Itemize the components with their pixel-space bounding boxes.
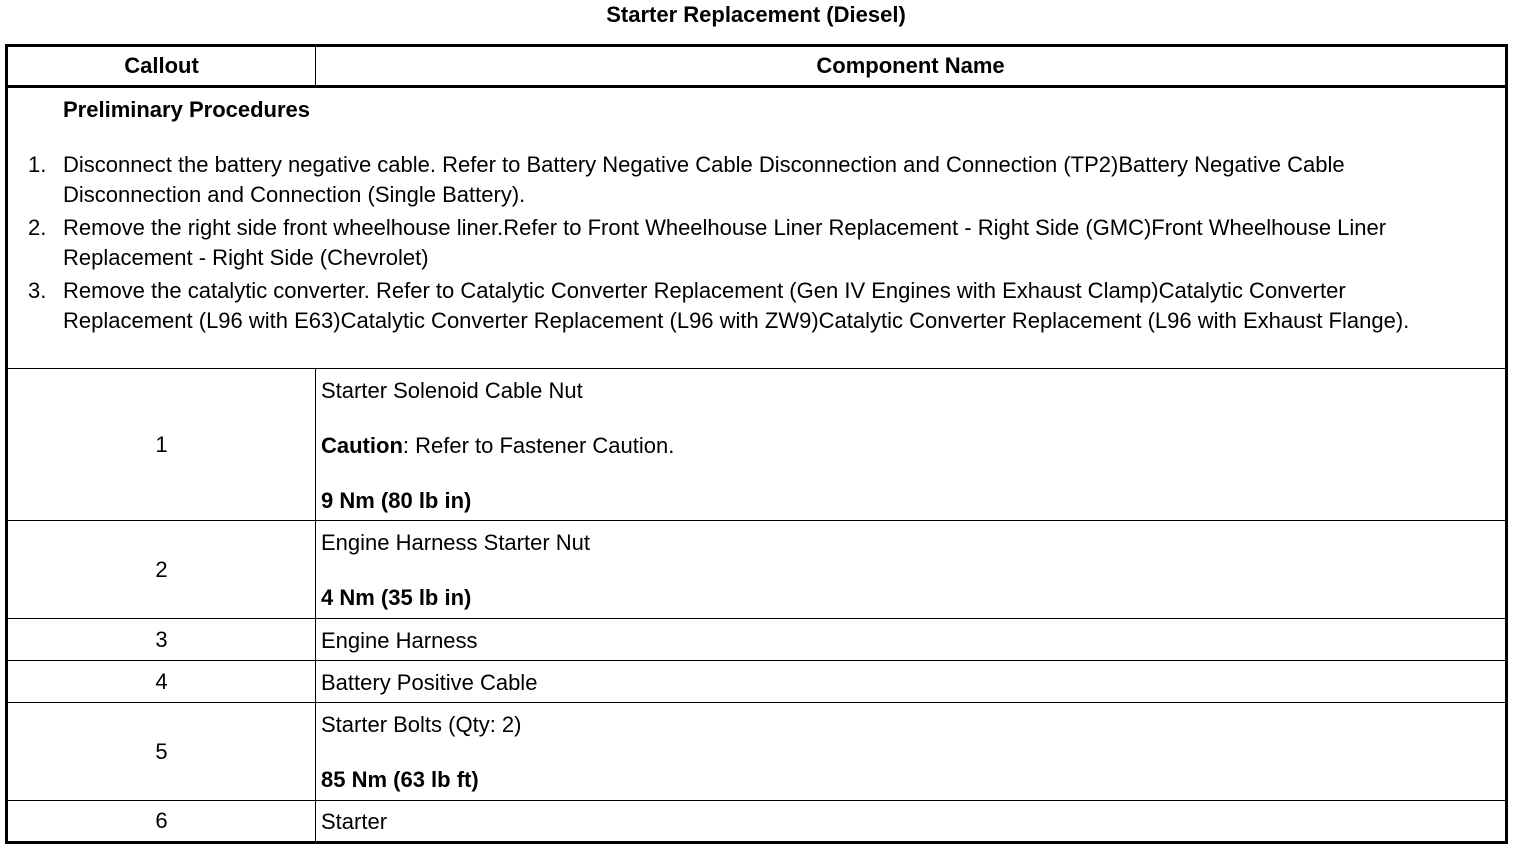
component-cell	[316, 619, 1507, 661]
procedure-step	[8, 150, 1505, 210]
callout-number: 5	[7, 703, 316, 801]
procedure-step	[8, 213, 1505, 273]
torque-spec: 85 Nm (63 lb ft)	[321, 767, 479, 792]
preliminary-procedures-row	[7, 87, 1507, 369]
component-name: Starter Solenoid Cable Nut	[321, 377, 583, 403]
torque-spec: 4 Nm (35 lb in)	[321, 585, 472, 610]
callout-number: 1	[7, 369, 316, 521]
callout-number: 6	[7, 801, 316, 843]
component-name: Battery Positive Cable	[321, 669, 538, 695]
caution-note	[321, 432, 1505, 460]
components-table	[5, 44, 1508, 844]
component-cell	[316, 661, 1507, 703]
component-cell	[316, 801, 1507, 843]
step-number: 2.	[28, 215, 47, 240]
table-row	[7, 369, 1507, 521]
component-name: Engine Harness Starter Nut	[321, 530, 591, 555]
table-row	[7, 521, 1507, 619]
table-row	[7, 703, 1507, 801]
caution-text: : Refer to Fastener Caution.	[402, 432, 675, 458]
component-cell	[316, 521, 1507, 619]
page-title: Starter Replacement (Diesel)	[606, 2, 906, 27]
callout-column-header: Callout	[7, 46, 316, 87]
table-header-row	[7, 46, 1507, 87]
component-name: Starter Bolts (Qty: 2)	[321, 712, 522, 737]
callout-number: 3	[7, 619, 316, 661]
callout-number: 2	[7, 521, 316, 619]
callout-number: 4	[7, 661, 316, 703]
step-text: Remove the right side front wheelhouse liner.Refer to Front Wheelhouse Liner Replacement - Right Side (GMC)Front Wheelhouse Liner Replacement - Right Side (Chevrolet)	[63, 215, 1387, 270]
table-row	[7, 661, 1507, 703]
preliminary-procedures-cell	[7, 87, 1507, 369]
procedure-list	[8, 150, 1505, 336]
step-text: Disconnect the battery negative cable. Refer to Battery Negative Cable Disconnection and Connection (TP2)Battery Negative Cable Disconnection and Connection (Single Battery).	[63, 152, 1345, 207]
caution-label: Caution	[321, 432, 403, 458]
procedure-step	[8, 276, 1505, 336]
component-cell	[316, 703, 1507, 801]
torque-spec: 9 Nm (80 lb in)	[321, 487, 472, 513]
preliminary-procedures-heading: Preliminary Procedures	[63, 97, 311, 122]
step-text: Remove the catalytic converter. Refer to Catalytic Converter Replacement (Gen IV Engines with Exhaust Clamp)Catalytic Converter Replacement (L96 with E63)Catalytic Converter Replacement (L96 with ZW9)Catalytic Converter Replacement (L96 with Exhaust Flange).	[63, 278, 1410, 333]
component-cell	[316, 369, 1507, 521]
step-number: 1.	[28, 152, 47, 177]
table-row	[7, 801, 1507, 843]
component-name-column-header: Component Name	[316, 46, 1507, 87]
step-number: 3.	[28, 278, 47, 303]
component-name: Starter	[321, 809, 388, 834]
table-row	[7, 619, 1507, 661]
component-name: Engine Harness	[321, 627, 478, 653]
